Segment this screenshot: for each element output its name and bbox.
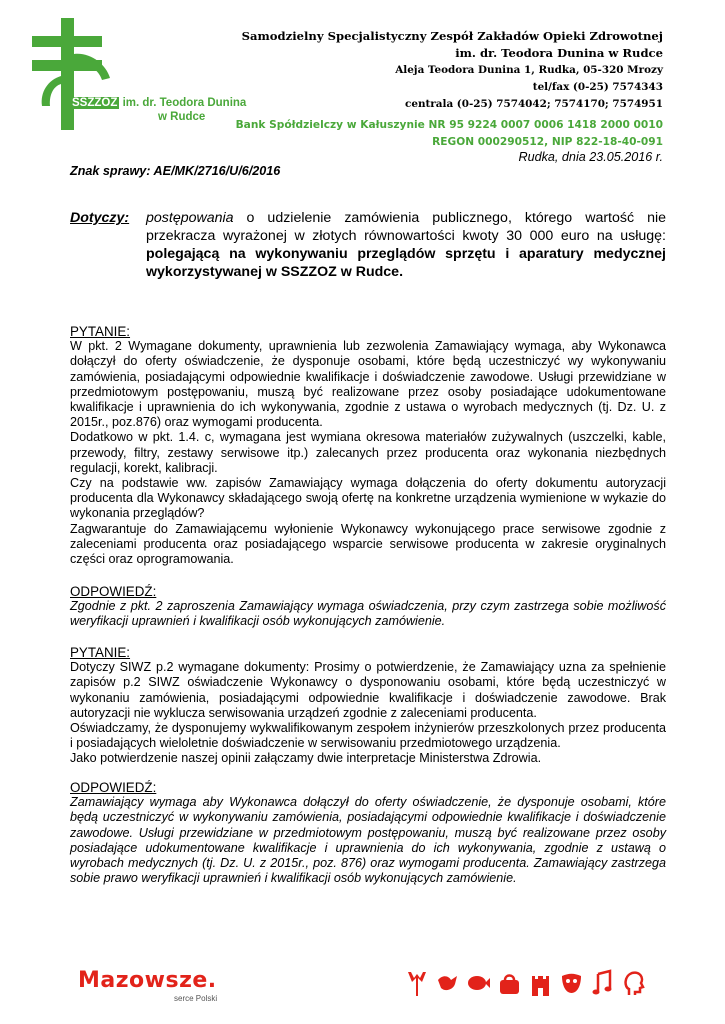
regarding-part2: o udzielenie zamówienia publicznego, którego wartość nie przekracza wyrażonej w złotych równowartości kwoty 30 000 euro na usługę: xyxy=(146,210,666,244)
institution-header xyxy=(242,28,663,113)
question-2 xyxy=(70,645,666,767)
question-2-p2: Oświadczamy, że dysponujemy wykwalifikowanym zespołem inżynierów przeszkolonych przez producenta i posiadających wieloletnie doświadczenie w serwisowaniu przedmiotowego urządzenia. xyxy=(70,721,666,751)
bird-icon xyxy=(435,968,460,998)
institution-name: Samodzielny Specjalistyczny Zespół Zakładów Opieki Zdrowotnej xyxy=(241,29,663,43)
footer-icons xyxy=(404,968,646,998)
logo-line1: im. dr. Teodora Dunina xyxy=(119,97,247,109)
question-1-p3: Czy na podstawie ww. zapisów Zamawiający wymaga dołączenia do oferty dokumentu autoryzacji producenta dla Wykonawcy składającego swoją ofertę na konkretne urządzenia wymienione w wykazie do wykonania przeglądów? xyxy=(70,476,666,521)
regarding-section xyxy=(70,209,666,281)
question-1 xyxy=(70,324,666,567)
institution-centrala: centrala (0-25) 7574042; 7574170; 7574951 xyxy=(405,98,663,110)
question-2-heading: PYTANIE: xyxy=(70,645,131,660)
regarding-part3: polegającą na wykonywaniu przeglądów sprzętu i aparatury medycznej wykorzystywanej w SSZZOZ w Rudce. xyxy=(146,246,666,280)
answer-2-text: Zamawiający wymaga aby Wykonawca dołączył do oferty oświadczenie, że dysponuje osobami, które będą uczestniczyć w wykonywaniu zamówienia, posiadającymi odpowiednie kwalifikacje i doświadczenie zawodowe. Usługi przewidziane w przedmiotowym postępowaniu, muszą być realizowane przez osoby posiadające udokumentowane kwalifikacje i uprawnienia do ich wykonywania, zgodnie z ustawą o wyrobach medycznych (tj. Dz. U. z 2015r., poz. 876) oraz wymogami producenta. Zamawiający zastrzega sobie prawo weryfikacji uprawnień i kwalifikacji osób wykonujących zamówienie. xyxy=(70,795,666,886)
bag-icon xyxy=(497,968,522,998)
bank-info xyxy=(236,117,663,151)
logo-abbrev: SSZZOZ xyxy=(72,97,118,109)
question-1-heading: PYTANIE: xyxy=(70,324,131,339)
bank-account: Bank Spółdzielczy w Kałuszynie NR 95 9224 0007 0006 1418 2000 0010 xyxy=(235,119,663,131)
answer-1-text: Zgodnie z pkt. 2 zaproszenia Zamawiający wymaga oświadczenia, przy czym zastrzega sobie możliwość weryfikacji uprawnień i kwalifikacji osób wykonujących zamówienie. xyxy=(70,599,666,629)
mask-icon xyxy=(559,968,584,998)
institution-telfax: tel/fax (0-25) 7574343 xyxy=(532,81,663,93)
place-date: Rudka, dnia 23.05.2016 r. xyxy=(518,150,663,164)
regarding-text xyxy=(146,209,666,281)
regon-nip: REGON 000290512, NIP 822-18-40-091 xyxy=(432,136,663,148)
mazowsze-tagline: serce Polski xyxy=(174,994,218,1003)
mazowsze-logo xyxy=(78,968,218,1003)
castle-icon xyxy=(528,968,553,998)
institution-name-2: im. dr. Teodora Dunina w Rudce xyxy=(455,46,663,60)
question-1-p4: Zagwarantuje do Zamawiającemu wyłonienie Wykonawcy wykonującego prace serwisowe zgodnie z zaleceniami producenta oraz posiadającego wsparcie serwisowe producenta w zakresie oryginalnych części oraz oprogramowania. xyxy=(70,521,666,567)
head-profile-icon xyxy=(621,968,646,998)
answer-1 xyxy=(70,584,666,630)
institution-address: Aleja Teodora Dunina 1, Rudka, 05-320 Mrozy xyxy=(395,64,663,76)
fish-icon xyxy=(466,968,491,998)
regarding-part1: postępowania xyxy=(146,210,234,226)
question-2-p3: Jako potwierdzenie naszej opinii załączamy dwie interpretacje Ministerstwa Zdrowia. xyxy=(70,751,542,766)
question-2-p1: Dotyczy SIWZ p.2 wymagane dokumenty: Prosimy o potwierdzenie, że Zamawiający uzna za spełnienie zapisów p.2 SIWZ oświadczenie Wykonawcy o dysponowaniu osobami, które będą uczestniczyć w wykonaniu zamówienia, posiadającymi odpowiednie kwalifikacje i doświadczenie zawodowe. Brak autoryzacji nie wyklucza serwisowania urządzeń zgodnie z zaleceniami producenta. xyxy=(70,660,666,720)
regarding-label: Dotyczy: xyxy=(70,210,130,226)
music-notes-icon xyxy=(590,968,615,998)
question-1-p2: Dodatkowo w pkt. 1.4. c, wymagana jest wymiana okresowa materiałów zużywalnych (uszczelki, kable, przewody, filtry, zestawy serwisowe itp.) zalecanych przez producenta oraz wykonania niezbędnych regulacji, korekt, kalibracji. xyxy=(70,430,666,475)
logo-text xyxy=(70,96,246,124)
answer-2 xyxy=(70,780,666,886)
logo-line2: w Rudce xyxy=(158,111,206,123)
antlers-icon xyxy=(404,968,429,998)
case-number: Znak sprawy: AE/MK/2716/U/6/2016 xyxy=(70,164,281,178)
answer-1-heading: ODPOWIEDŹ: xyxy=(70,584,157,599)
question-1-p1: W pkt. 2 Wymagane dokumenty, uprawnienia lub zezwolenia Zamawiający wymaga, aby Wykonawca dołączył do oferty oświadczenie, że dysponuje osobami, które będą uczestniczyć wy wykonywaniu zamówienia, posiadającymi odpowiednie kwalifikacje i doświadczenie zawodowe. Usługi przewidziane w przedmiotowym postępowaniu, muszą być realizowane przez osoby posiadające udokumentowane kwalifikacje i uprawnienia do ich wykonywania, zgodnie z ustawa o wyrobach medycznych (tj. Dz. U. z 2015r., poz.876) oraz wymogami producenta. xyxy=(70,339,666,430)
answer-2-heading: ODPOWIEDŹ: xyxy=(70,780,157,795)
mazowsze-wordmark: Mazowsze. xyxy=(78,968,217,993)
